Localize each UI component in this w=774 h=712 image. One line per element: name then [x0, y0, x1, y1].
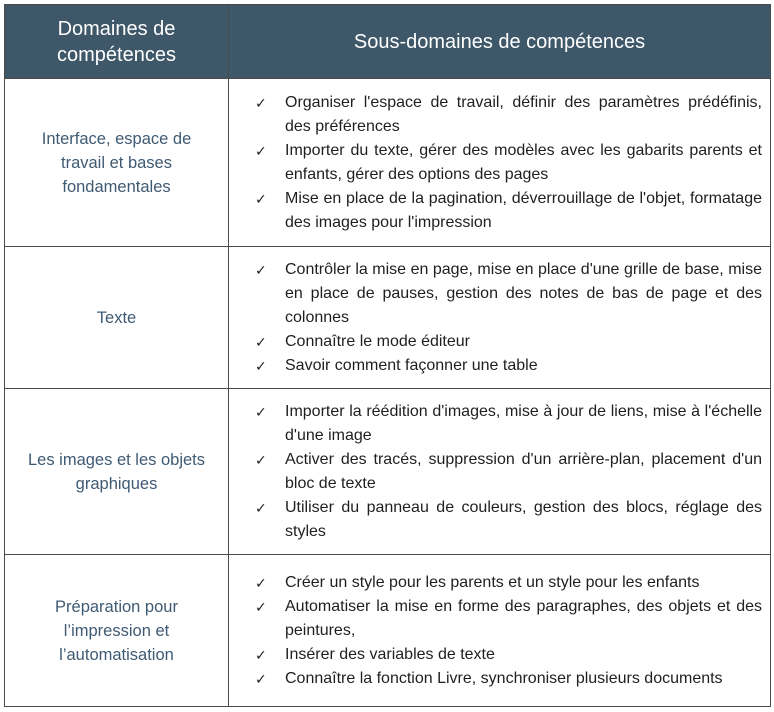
subdomain-list: [229, 91, 762, 235]
domain-cell: [5, 79, 229, 247]
list-item: [229, 571, 762, 595]
subdomain-list: [229, 571, 762, 691]
domain-label: Les images et les objets graphiques: [27, 450, 205, 493]
list-item-text: Activer des tracés, suppression d'un arrière-plan, placement d'un bloc de texte: [285, 450, 762, 492]
list-item: [229, 496, 762, 544]
header-domains: [5, 5, 229, 79]
check-icon: ✓: [255, 333, 267, 350]
header-row: [5, 5, 771, 79]
check-icon: ✓: [255, 574, 267, 591]
table-row: [5, 555, 771, 707]
list-item-text: Créer un style pour les parents et un style pour les enfants: [285, 573, 700, 591]
domain-cell: [5, 389, 229, 555]
list-item: [229, 258, 762, 330]
subdomain-list: [229, 400, 762, 544]
check-icon: ✓: [255, 598, 267, 615]
list-item-text: Mise en place de la pagination, déverrouillage de l'objet, formatage des images pour l'impression: [285, 189, 762, 231]
domain-cell: [5, 247, 229, 389]
check-icon: ✓: [255, 190, 267, 207]
list-item-text: Contrôler la mise en page, mise en place d'une grille de base, mise en place de pauses, gestion des notes de bas de page et des colonnes: [285, 260, 762, 326]
list-item-text: Organiser l'espace de travail, définir des paramètres prédéfinis, des préférences: [285, 93, 762, 135]
skills-table: [4, 4, 771, 707]
domain-label: Texte: [96, 308, 137, 327]
subdomain-cell: [229, 247, 771, 389]
table-row: [5, 79, 771, 247]
check-icon: ✓: [255, 646, 267, 663]
list-item-text: Connaître le mode éditeur: [285, 332, 470, 350]
table-row: [5, 247, 771, 389]
list-item: [229, 643, 762, 667]
subdomain-cell: [229, 389, 771, 555]
check-icon: ✓: [255, 142, 267, 159]
list-item: [229, 330, 762, 354]
list-item-text: Savoir comment façonner une table: [285, 356, 538, 374]
check-icon: ✓: [255, 670, 267, 687]
check-icon: ✓: [255, 499, 267, 516]
list-item-text: Importer la réédition d'images, mise à jour de liens, mise à l'échelle d'une image: [285, 402, 762, 444]
list-item: [229, 667, 762, 691]
table-body: [5, 79, 771, 707]
header-subdomains: Sous-domaines de compétences: [229, 5, 771, 79]
check-icon: ✓: [255, 94, 267, 111]
list-item-text: Automatiser la mise en forme des paragraphes, des objets et des peintures,: [285, 597, 762, 639]
domain-cell: [5, 555, 229, 707]
list-item: [229, 595, 762, 643]
domain-label: Préparation pour l’impression et l’automatisation: [55, 597, 178, 664]
list-item-text: Insérer des variables de texte: [285, 645, 495, 663]
subdomain-cell: [229, 555, 771, 707]
list-item: [229, 354, 762, 378]
check-icon: ✓: [255, 403, 267, 420]
list-item-text: Connaître la fonction Livre, synchroniser plusieurs documents: [285, 669, 723, 687]
subdomain-cell: [229, 79, 771, 247]
list-item-text: Importer du texte, gérer des modèles avec les gabarits parents et enfants, gérer des options des pages: [285, 141, 762, 183]
table-row: [5, 389, 771, 555]
list-item: [229, 91, 762, 139]
list-item-text: Utiliser du panneau de couleurs, gestion des blocs, réglage des styles: [285, 498, 762, 540]
header-domains-label: Domaines de compétences: [57, 17, 176, 66]
check-icon: ✓: [255, 357, 267, 374]
list-item: [229, 400, 762, 448]
list-item: [229, 187, 762, 235]
check-icon: ✓: [255, 261, 267, 278]
check-icon: ✓: [255, 451, 267, 468]
subdomain-list: [229, 258, 762, 378]
list-item: [229, 448, 762, 496]
table-header: [5, 5, 771, 79]
domain-label: Interface, espace de travail et bases fondamentales: [41, 129, 192, 196]
list-item: [229, 139, 762, 187]
